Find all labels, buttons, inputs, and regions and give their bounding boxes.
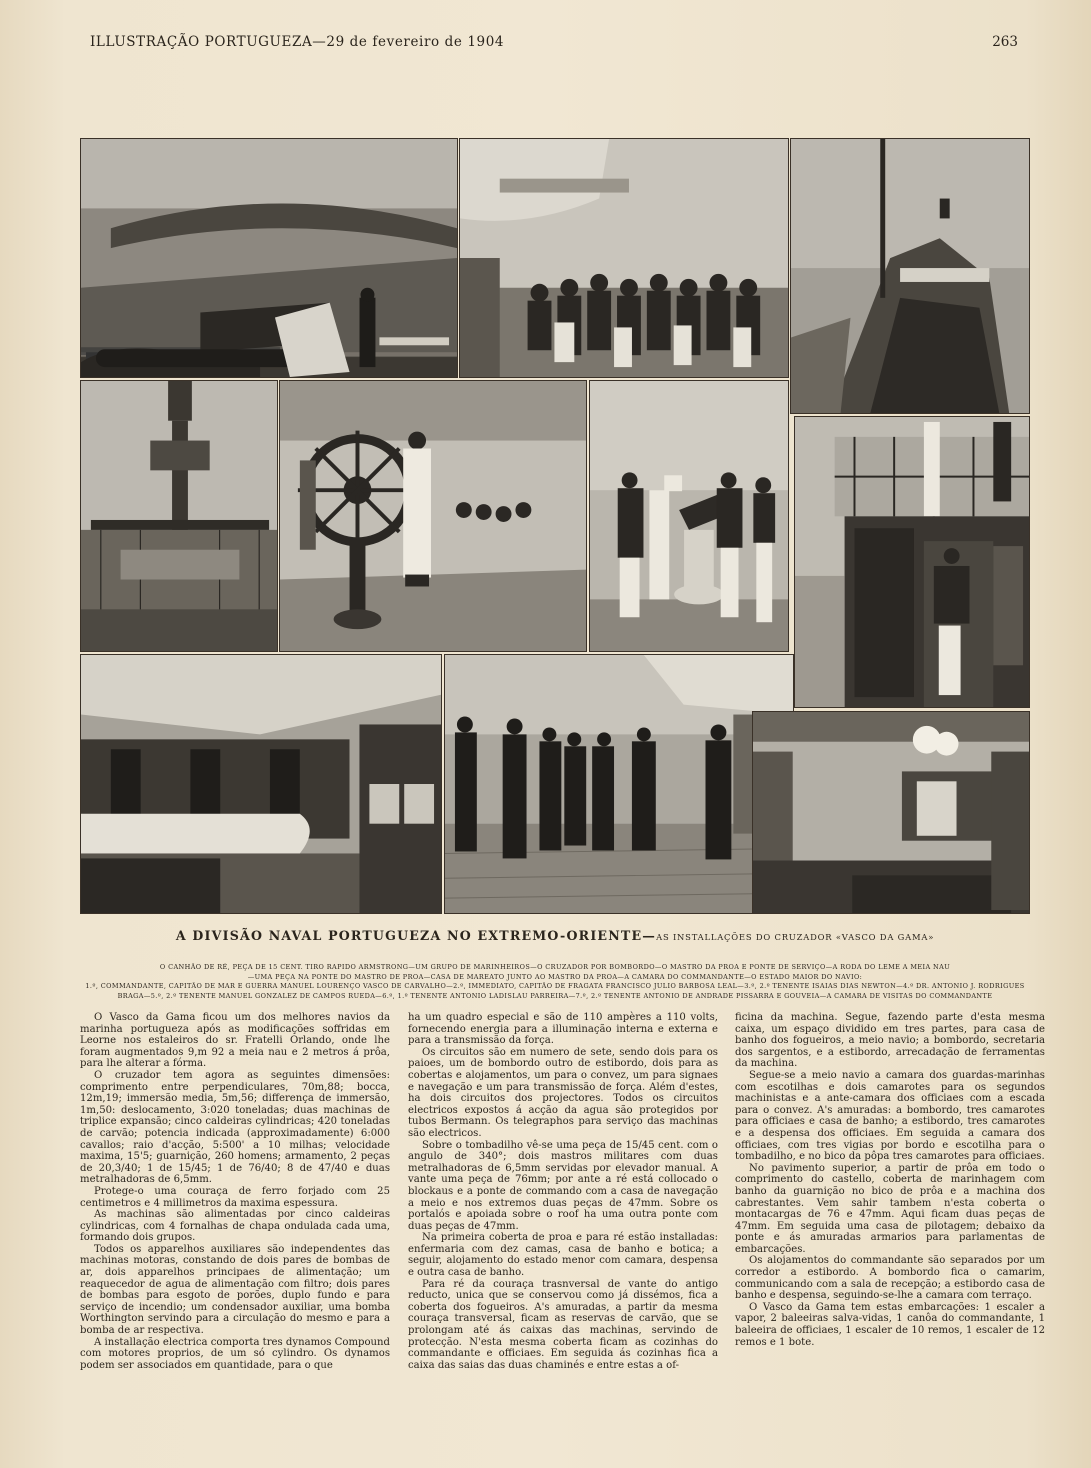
- photo-mast: [80, 380, 278, 652]
- paragraph: A installação electrica comporta tres dynamos Compound com motores proprios, de um só cylindro. Os dynamos podem ser associados em quantidade, para o que: [80, 1336, 391, 1371]
- legend-line: —UMA PEÇA NA PONTE DO MASTRO DE PROA—CASA DE MAREATO JUNTO AO MASTRO DA PROA—A CAMARA DO COMMANDANTE—O ESTADO MAIOR DO NAVIO:: [247, 972, 863, 981]
- paragraph: ha um quadro especial e são de 110 ampères a 110 volts, fornecendo energia para a illuminação interna e externa e para a transmissão da força.: [408, 1012, 718, 1047]
- photo-cabin: [80, 654, 442, 914]
- paragraph: ficina da machina. Segue, fazendo parte d'esta mesma caixa, um espaço dividido em tres partes, para casa de banho dos fogueiros, a meio navio; a bombordo, secretaria dos sargentos, e a estibordo, arrecadação de ferramentas da machina.: [735, 1012, 1045, 1070]
- caption-sub: AS INSTALLAÇÕES DO CRUZADOR «VASCO DA GAMA»: [656, 932, 935, 942]
- photo-small-gun: [589, 380, 789, 652]
- figure-legend: [80, 963, 1030, 1001]
- legend-line: BRAGA—5.º, 2.º TENENTE MANUEL GONZALEZ DE CAMPOS RUEDA—6.º, 1.º TENENTE ANTONIO LADISLAU PARREIRA—7.º, 2.º TENENTE ANTONIO DE ANDRADE PISSARRA E GOUVEIA—A CAMARA DE VISITAS DO COMMANDANTE: [117, 991, 993, 1000]
- photo-bow: [790, 138, 1030, 414]
- legend-line: 1.º, COMMANDANTE, CAPITÃO DE MAR E GUERRA MANUEL LOURENÇO VASCO DE CARVALHO—2.º, IMMEDIATO, CAPITÃO DE FRAGATA FRANCISCO JULIO BARBOSA LEAL—3.º, 2.º TENENTE ISAIAS DIAS NEWTON—4.º DR. ANTONIO J. RODRIGUES: [85, 982, 1025, 990]
- text-column-3: [735, 1012, 1045, 1348]
- photo-wheel: [279, 380, 587, 652]
- paragraph: Os circuitos são em numero de sete, sendo dois para os paioes, um de bombordo outro de estibordo, dois para as cobertas e alojamentos, um para o convez, um para signaes e navegação e um para transmissão de força. Além d'estes, ha dois circuitos dos projectores. Todos os circuitos electricos expostos á acção da agua são protegidos por tubos Bermann. Os telegraphos para serviço das machinas são electricos.: [408, 1046, 718, 1139]
- paragraph: O Vasco da Gama tem estas embarcações: 1 escaler a vapor, 2 baleeiras salva-vidas, 1 canôa do commandante, 1 baleeira de officiaes, 1 escaler de 10 remos, 1 escaler de 12 remos e 1 bote.: [735, 1301, 1045, 1348]
- text-column-1: [80, 1012, 390, 1371]
- paragraph: As machinas são alimentadas por cinco caldeiras cylindricas, com 4 fornalhas de chapa ondulada cada uma, formando dois grupos.: [80, 1209, 390, 1244]
- paragraph: O Vasco da Gama ficou um dos melhores navios da marinha portugueza após as modificações soffridas em Leorne nos estaleiros do sr. Fratelli Orlando, onde lhe foram augmentados 9,m 92 a meia nau e 2 metros á prôa, para lhe alterar a fórma.: [80, 1012, 390, 1070]
- paragraph: No pavimento superior, a partir de prôa em todo o comprimento do castello, coberta de marinhagem com banho da guarnição no bico de prôa e a machina dos cabrestantes. Vem sahir tambem n'esta coberta o montacargas de 76 e 47mm. Aqui ficam duas peças de 47mm. Em seguida uma casa de pilotagem; debaixo da ponte e ás amuradas armarios para parlamentas de embarcações.: [735, 1162, 1045, 1255]
- legend-line: O CANHÃO DE RÉ, PEÇA DE 15 CENT. TIRO RAPIDO ARMSTRONG—UM GRUPO DE MARINHEIROS—O CRUZADOR POR BOMBORDO—O MASTRO DA PROA E PONTE DE SERVIÇO—A RODA DO LEME A MEIA NAU: [159, 963, 951, 971]
- paragraph: Protege-o uma couraça de ferro forjado com 25 centimetros e 4 millimetros da maxima espessura.: [80, 1185, 390, 1209]
- paragraph: O cruzador tem agora as seguintes dimensões: comprimento entre perpendiculares, 70m,88; bocca, 12m,19; immersão media, 5m,56; differença de immersão, 1m,50: deslocamento, 3:020 toneladas; duas machinas de triplice expansão; cinco caldeiras cylindricas; 420 toneladas de carvão; potencia indicada (approximadamente) 6:000 cavallos; raio d'acção, 5:500' a 10 milhas; velocidade maxima, 15'5; guarnição, 260 homens; armamento, 2 peças de 20,3/40; 1 de 15/45; 1 de 76/40; 8 de 47/40 e duas metralhadoras de 6,5mm.: [80, 1069, 390, 1186]
- photo-bridge: [794, 416, 1030, 708]
- paragraph: Os alojamentos do commandante são separados por um corredor a estibordo. A bombordo fica o camarim, communicando com a sala de recepção; a estibordo casa de banho e despensa, seguindo-se-lhe a camara com terraço.: [735, 1255, 1045, 1302]
- page-number: 263: [992, 34, 1018, 50]
- paragraph: Sobre o tombadilho vê-se uma peça de 15/45 cent. com o angulo de 340°; dois mastros militares com duas metralhadoras de 6,5mm servidas por elevador manual. A vante uma peça de 76mm; por ante a ré está collocado o blockaus e a ponte de commando com a casa de navegação a meio e nos extremos duas peças de 47mm. Sobre os portalós e apoiada sobre o roof ha uma outra ponte com duas peças de 47mm.: [408, 1139, 718, 1232]
- paragraph: Segue-se a meio navio a camara dos guardas-marinhas com escotilhas e dois camarotes para os segundos machinistas e a ante-camara dos officiaes com a escada para o convez. A's amuradas: a bombordo, tres camarotes para officiaes e casa de banho; a estibordo, tres camarotes e a despensa dos officiaes. Em seguida a camara dos officiaes, com tres vigias por bordo e escotilha para o tombadilho, e no bico da pôpa tres camarotes para officiaes.: [735, 1069, 1045, 1163]
- running-title: ILLUSTRAÇÃO PORTUGUEZA—29 de fevereiro de 1904: [90, 34, 505, 50]
- figure-caption-title: [80, 928, 1030, 943]
- page-header: [90, 34, 1018, 54]
- photo-officers: [444, 654, 794, 914]
- paragraph: Na primeira coberta de proa e para ré estão installadas: enfermaria com dez camas, casa de banho e botica; a seguir, alojamento do estado menor com camara, despensa e outra casa de banho.: [408, 1232, 718, 1279]
- photo-sailors: [459, 138, 789, 378]
- text-column-2: [408, 1012, 718, 1371]
- paragraph: Para ré da couraça trasnversal de vante do antigo reducto, unica que se conservou como já dissémos, fica a coberta dos fogueiros. A's amuradas, a partir da mesma couraça transversal, ficam as reservas de carvão, que se prolongam até ás caixas das machinas, servindo de protecção. N'esta mesma coberta ficam as cozinhas do commandante e officiaes. Em seguida ás cozinhas fica a caixa das saias das duas chaminés e entre estas a of-: [408, 1278, 718, 1371]
- photo-visit-room: [752, 711, 1030, 914]
- photo-gun: [80, 138, 458, 378]
- paragraph: Todos os apparelhos auxiliares são independentes das machinas motoras, constando de dois pares de bombas de ar, dois apparelhos principaes de alimentação; um reaquecedor de agua de alimentação com filtro; dois pares de bombas para esgoto de porões, duplo fundo e para serviço de incendio; um condensador auxiliar, uma bomba Worthington servindo para a circulação do mesmo e para a bomba de ar respectiva.: [80, 1243, 390, 1337]
- caption-main: A DIVISÃO NAVAL PORTUGUEZA NO EXTREMO-ORIENTE—: [175, 928, 657, 943]
